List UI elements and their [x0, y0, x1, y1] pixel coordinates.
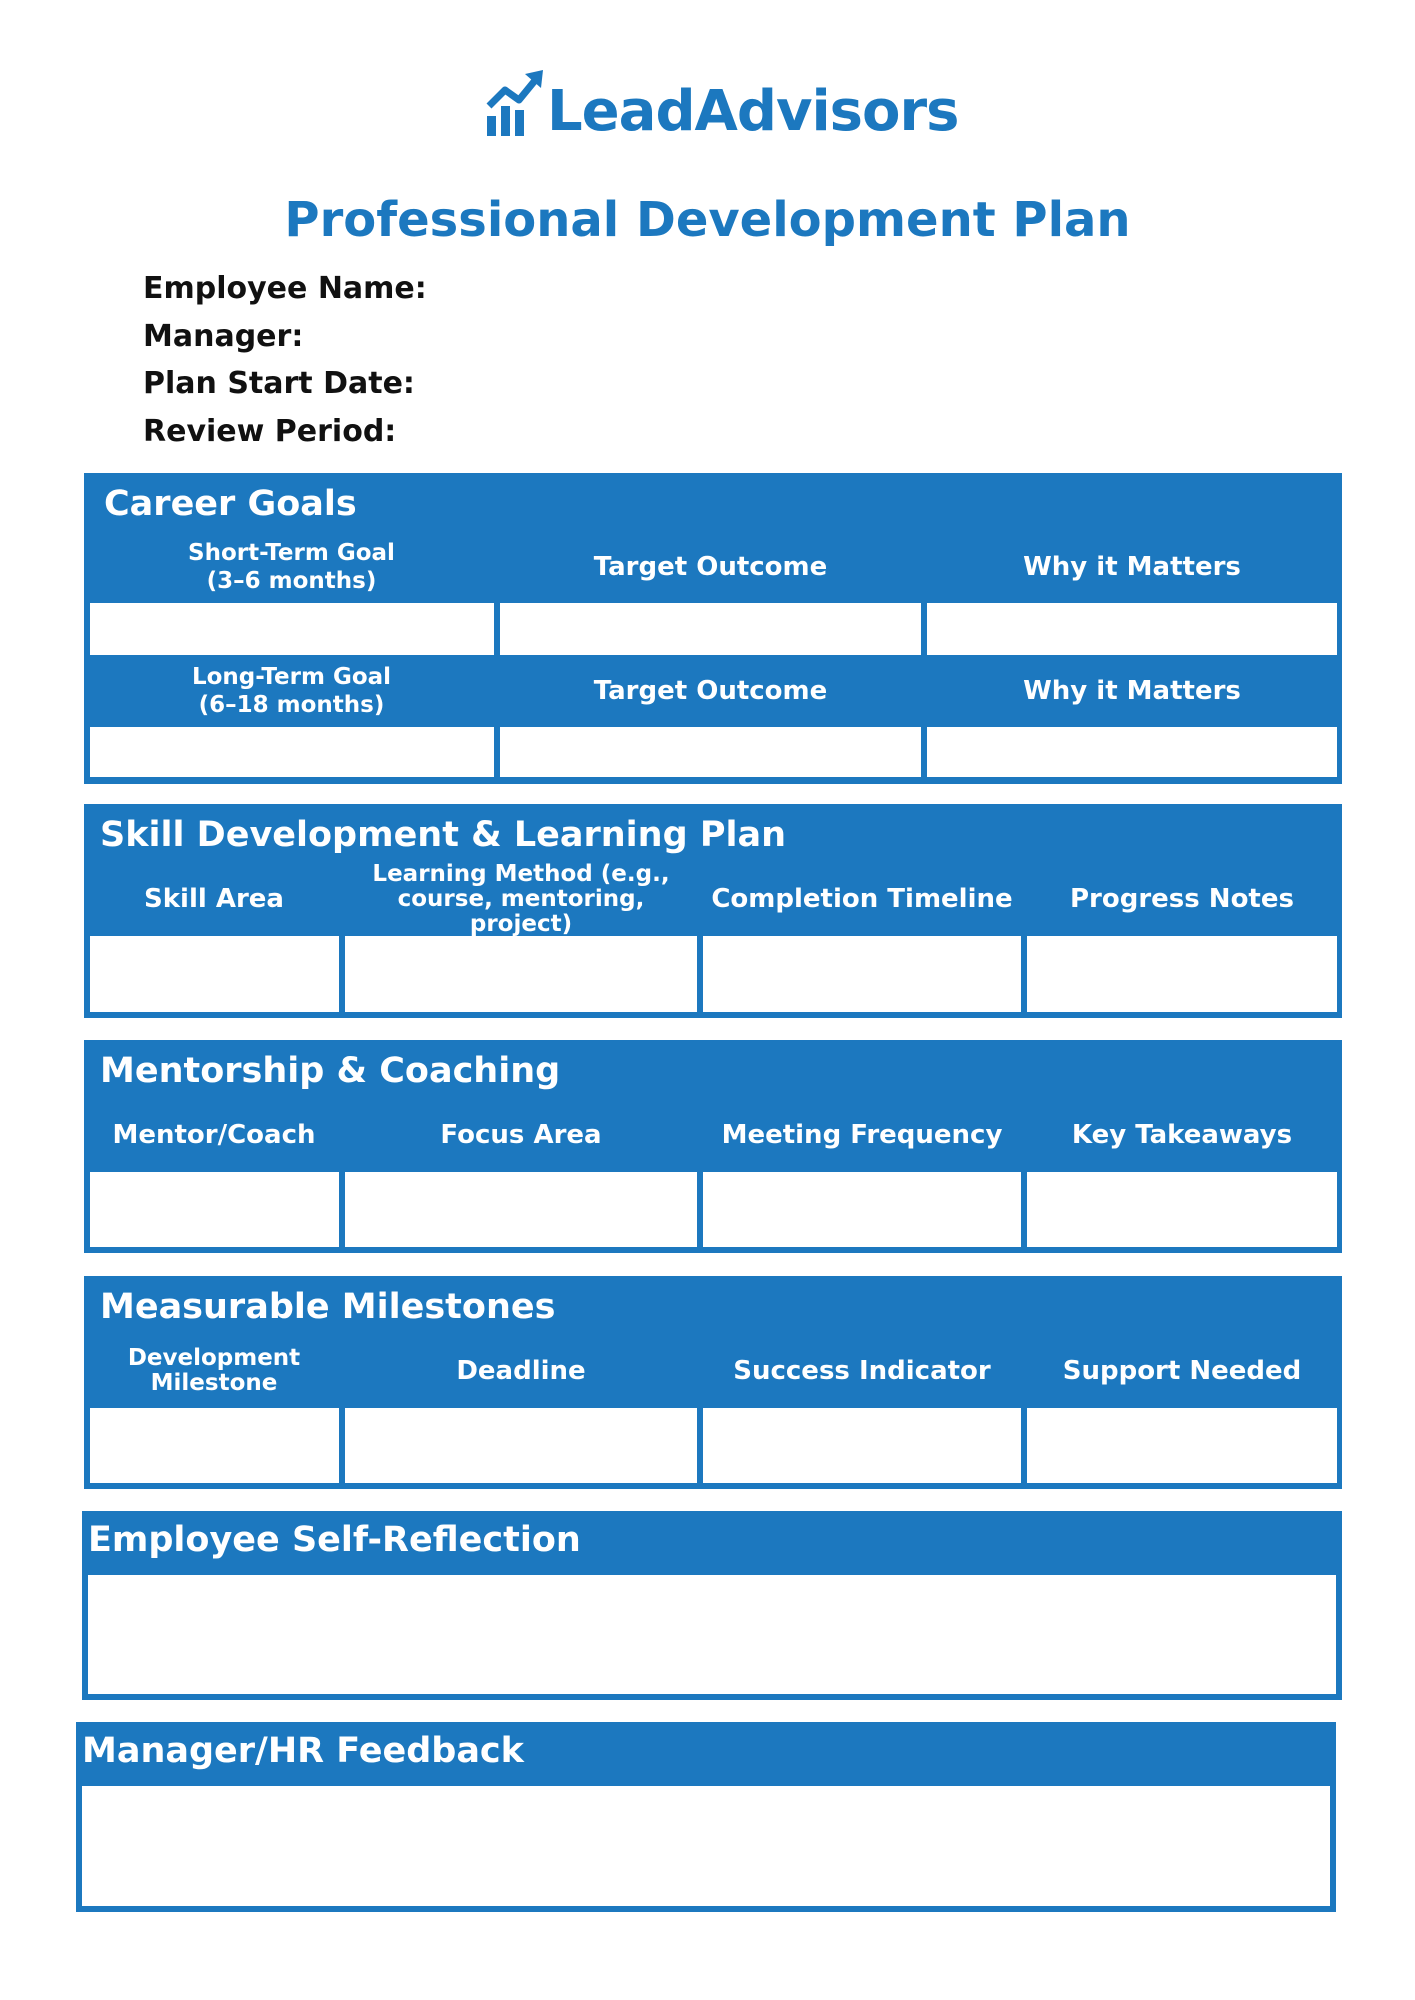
progress-notes-header: Progress Notes: [1070, 884, 1294, 914]
development-milestone-cell[interactable]: [90, 1408, 339, 1483]
key-takeaways-header: Key Takeaways: [1071, 1120, 1293, 1150]
learning-method-cell[interactable]: [345, 936, 697, 1012]
self-reflection-box[interactable]: [88, 1575, 1336, 1694]
long-term-outcome-cell[interactable]: [500, 727, 921, 777]
manager-feedback-box[interactable]: [82, 1786, 1330, 1906]
skill-development-title: Skill Development & Learning Plan: [100, 815, 787, 855]
success-indicator-cell[interactable]: [703, 1408, 1021, 1483]
deadline-header: Deadline: [456, 1356, 586, 1386]
mentor-coach-header: Mentor/Coach: [112, 1120, 316, 1150]
long-term-why-cell[interactable]: [927, 727, 1337, 777]
self-reflection-title: Employee Self-Reflection: [88, 1520, 581, 1560]
plan-start-date-label: Plan Start Date:: [143, 366, 415, 401]
employee-name-label: Employee Name:: [143, 271, 427, 306]
meeting-frequency-cell[interactable]: [703, 1172, 1021, 1247]
skill-area-header: Skill Area: [144, 884, 284, 914]
short-term-why-header: Why it Matters: [1023, 552, 1241, 582]
manager-feedback-section: [76, 1722, 1336, 1912]
mentor-coach-cell[interactable]: [90, 1172, 339, 1247]
support-needed-cell[interactable]: [1027, 1408, 1337, 1483]
long-term-why-header: Why it Matters: [1023, 676, 1241, 706]
short-term-outcome-cell[interactable]: [500, 603, 921, 655]
progress-notes-cell[interactable]: [1027, 936, 1337, 1012]
skill-area-cell[interactable]: [90, 936, 339, 1012]
self-reflection-section: [82, 1511, 1342, 1700]
growth-chart-icon: [485, 70, 545, 142]
learning-method-header: Learning Method (e.g., course, mentoring, project): [372, 860, 670, 937]
completion-timeline-header: Completion Timeline: [711, 884, 1013, 914]
review-period-label: Review Period:: [143, 413, 397, 449]
deadline-cell[interactable]: [345, 1408, 697, 1483]
long-term-goal-header: Long-Term Goal (6–18 months): [191, 664, 392, 718]
short-term-goal-cell[interactable]: [90, 603, 494, 655]
career-goals-section: [84, 473, 1342, 784]
success-indicator-header: Success Indicator: [733, 1356, 991, 1386]
long-term-goal-cell[interactable]: [90, 727, 494, 777]
focus-area-cell[interactable]: [345, 1172, 697, 1247]
mentorship-title: Mentorship & Coaching: [100, 1051, 561, 1091]
long-term-outcome-header: Target Outcome: [593, 676, 828, 706]
completion-timeline-cell[interactable]: [703, 936, 1021, 1012]
key-takeaways-cell[interactable]: [1027, 1172, 1337, 1247]
meeting-frequency-header: Meeting Frequency: [721, 1120, 1003, 1150]
brand-logo: [485, 62, 958, 142]
milestones-title: Measurable Milestones: [100, 1287, 556, 1327]
manager-feedback-title: Manager/HR Feedback: [82, 1731, 524, 1771]
support-needed-header: Support Needed: [1062, 1356, 1302, 1386]
development-milestone-header: Development Milestone: [127, 1345, 301, 1396]
focus-area-header: Focus Area: [440, 1120, 602, 1150]
short-term-outcome-header: Target Outcome: [593, 552, 828, 582]
milestones-section: [84, 1276, 1342, 1489]
employee-info: [143, 265, 427, 455]
mentorship-section: [84, 1040, 1342, 1253]
skill-development-section: [84, 804, 1342, 1018]
career-goals-title: Career Goals: [104, 484, 357, 524]
short-term-goal-header: Short-Term Goal (3–6 months): [188, 540, 395, 594]
page-title: Professional Development Plan: [284, 192, 1131, 248]
brand-name: LeadAdvisors: [547, 79, 959, 144]
manager-label: Manager:: [143, 318, 304, 354]
short-term-why-cell[interactable]: [927, 603, 1337, 655]
